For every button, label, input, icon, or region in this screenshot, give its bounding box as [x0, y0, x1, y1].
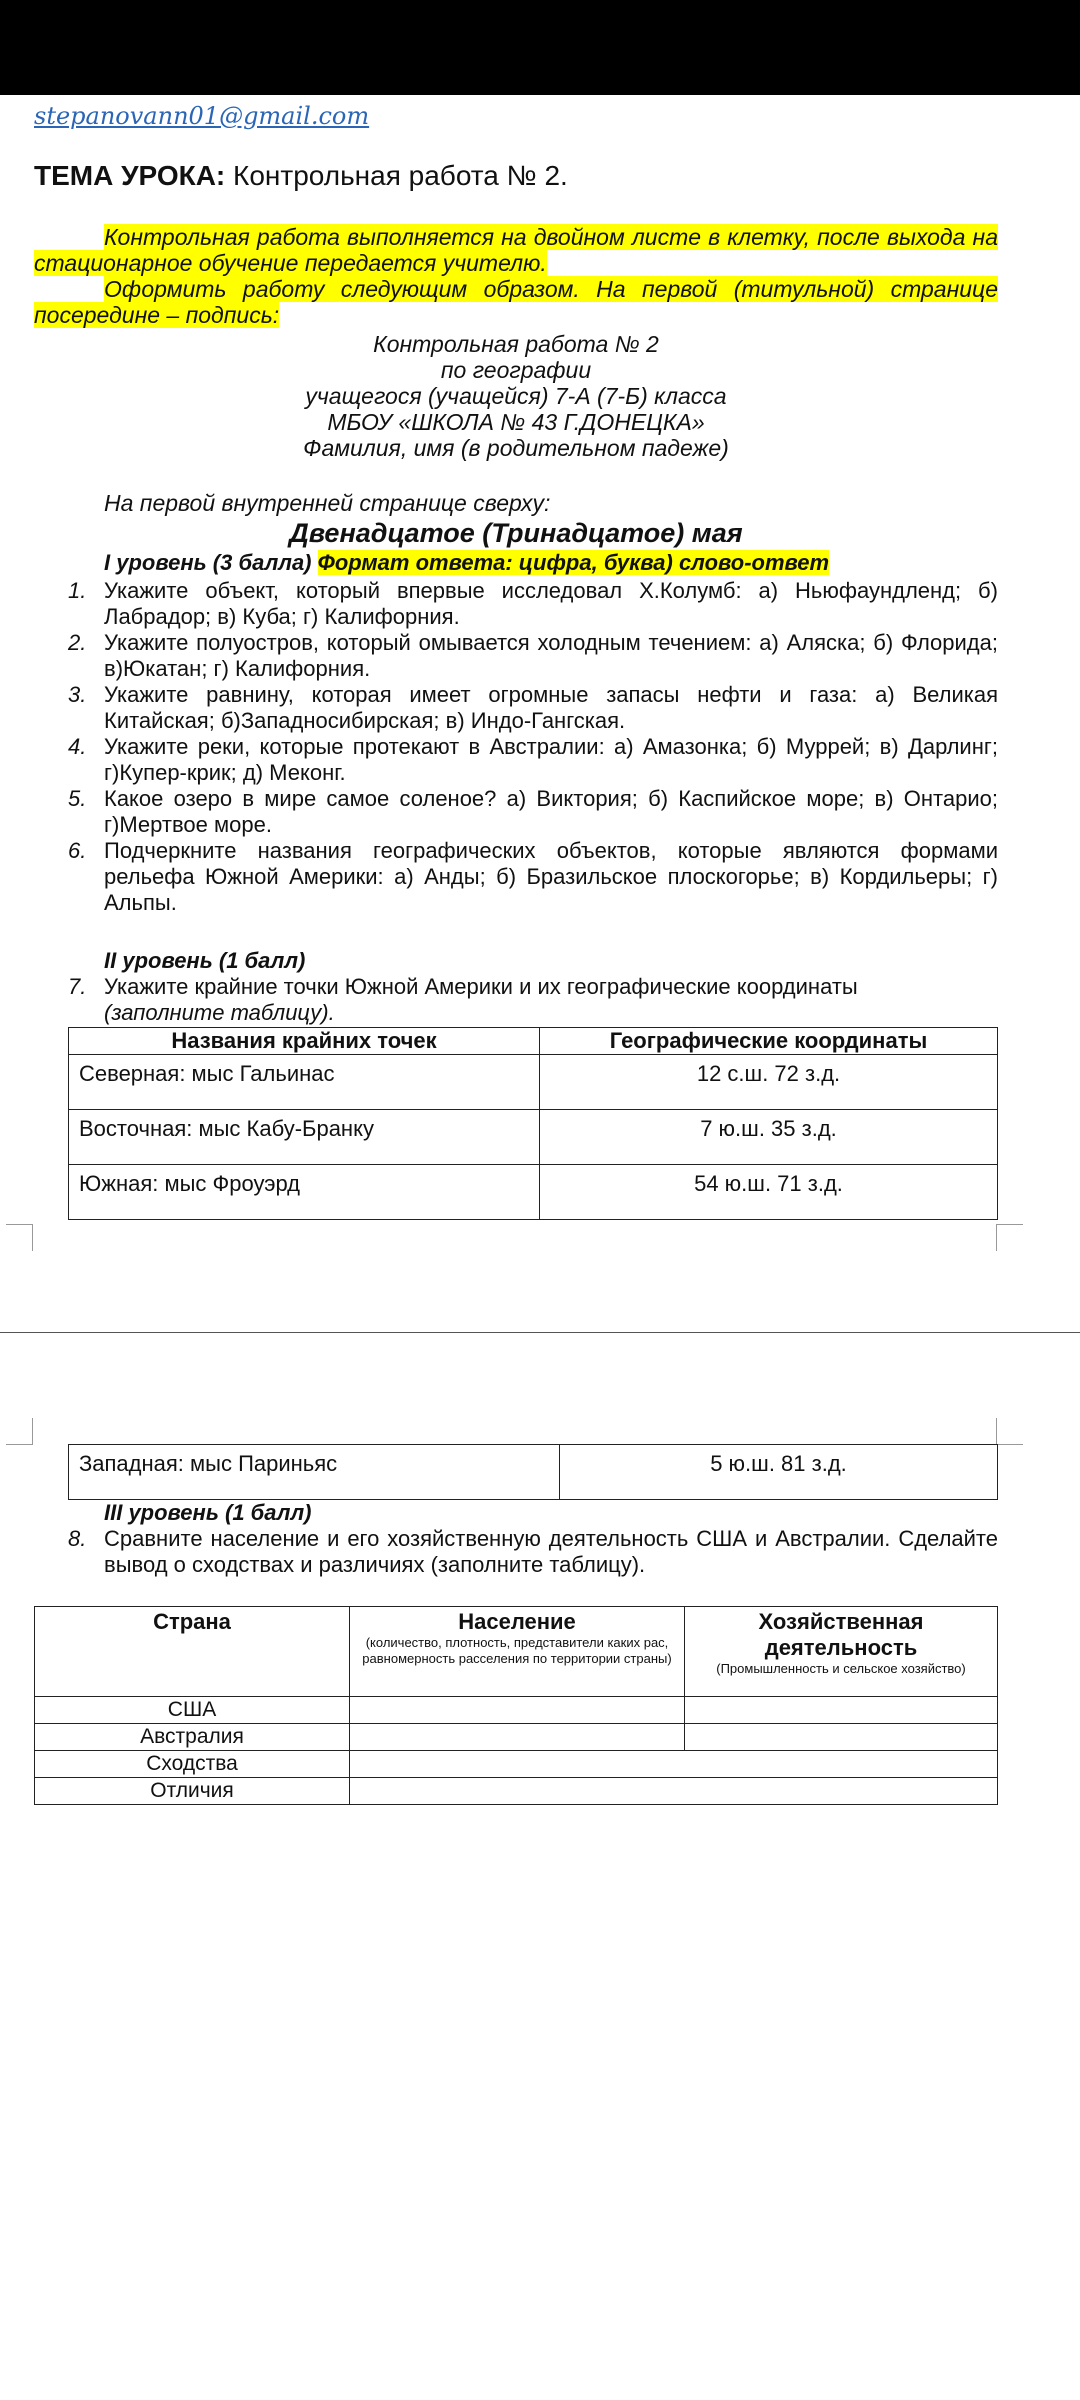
table-header: Географические координаты — [540, 1028, 998, 1055]
level-3-heading: III уровень (1 балл) — [104, 1500, 312, 1525]
point-coord: 12 с.ш. 72 з.д. — [540, 1055, 998, 1110]
row-label: США — [35, 1697, 350, 1724]
title-block-line: МБОУ «ШКОЛА № 43 Г.ДОНЕЦКА» — [327, 409, 705, 435]
inner-page-note: На первой внутренней странице сверху: — [104, 490, 551, 516]
comparison-table — [34, 1606, 998, 1805]
table-cell[interactable] — [350, 1751, 998, 1778]
table-row — [35, 1724, 998, 1751]
title-block-line: Контрольная работа № 2 — [373, 331, 659, 357]
table-row — [69, 1165, 998, 1220]
page-break-line — [0, 1332, 1080, 1333]
title-block-line: Фамилия, имя (в родительном падеже) — [303, 435, 729, 461]
table-header: Страна — [35, 1607, 350, 1697]
question-item: 4. Укажите реки, которые протекают в Австралии: а) Амазонка; б) Муррей; в) Дарлинг; г)Купер-крик; д) Меконг. — [68, 734, 998, 785]
table-cell[interactable] — [685, 1697, 998, 1724]
intro-paragraph-2: Оформить работу следующим образом. На первой (титульной) странице посередине – подпись: — [34, 276, 998, 328]
table-header: Хозяйственная деятельность (Промышленность и сельское хозяйство) — [685, 1607, 998, 1697]
table-cell[interactable] — [685, 1724, 998, 1751]
table-row — [69, 1445, 998, 1500]
page-corner-mark — [996, 1418, 1023, 1445]
level-1-heading: I уровень (3 балла) Формат ответа: цифра, буква) слово-ответ — [104, 550, 830, 575]
email-link[interactable]: stepanovann01@gmail.com — [34, 102, 370, 130]
title-block-line: учащегося (учащейся) 7-А (7-Б) класса — [305, 383, 727, 409]
point-name: Северная: мыс Гальинас — [69, 1055, 540, 1110]
row-label: Отличия — [35, 1778, 350, 1805]
question-item: 2. Укажите полуостров, который омывается холодным течением: а) Аляска; б) Флорида; в)Юкатан; г) Калифорния. — [68, 630, 998, 681]
topic-label: ТЕМА УРОКА: — [34, 160, 226, 191]
question-item: 6. Подчеркните названия географических объектов, которые являются формами рельефа Южной Америки: а) Анды; б) Бразильское плоскогорье; в) Кордильеры; г) Альпы. — [68, 838, 998, 915]
top-black-bar — [0, 0, 1080, 95]
page-corner-mark — [6, 1224, 33, 1251]
lesson-topic — [34, 160, 568, 192]
level-2-heading: II уровень (1 балл) — [104, 948, 306, 973]
question-7: 7. Укажите крайние точки Южной Америки и их географические координаты — [68, 974, 858, 999]
point-name: Западная: мыс Париньяс — [69, 1445, 560, 1500]
table-cell[interactable] — [350, 1778, 998, 1805]
table-row — [69, 1110, 998, 1165]
question-item: 5. Какое озеро в мире самое соленое? а) Виктория; б) Каспийское море; в) Онтарио; г)Мертвое море. — [68, 786, 998, 837]
table-row — [35, 1697, 998, 1724]
table-header: Население (количество, плотность, представители каких рас, равномерность расселения по территории страны) — [350, 1607, 685, 1697]
table-row — [69, 1055, 998, 1110]
topic-value: Контрольная работа № 2. — [225, 160, 568, 191]
row-label: Сходства — [35, 1751, 350, 1778]
point-name: Восточная: мыс Кабу-Бранку — [69, 1110, 540, 1165]
row-label: Австралия — [35, 1724, 350, 1751]
point-coord: 54 ю.ш. 71 з.д. — [540, 1165, 998, 1220]
extreme-points-table-continued — [68, 1444, 998, 1500]
question-7-note: (заполните таблицу). — [104, 1000, 335, 1025]
question-item: 1. Укажите объект, который впервые исследовал Х.Колумб: а) Ньюфаундленд; б) Лабрадор; в) Куба; г) Калифорния. — [68, 578, 998, 629]
page-corner-mark — [996, 1224, 1023, 1251]
table-row — [35, 1778, 998, 1805]
table-row — [35, 1751, 998, 1778]
point-name: Южная: мыс Фроуэрд — [69, 1165, 540, 1220]
table-cell[interactable] — [350, 1724, 685, 1751]
page-corner-mark — [6, 1418, 33, 1445]
table-header: Названия крайних точек — [69, 1028, 540, 1055]
point-coord: 7 ю.ш. 35 з.д. — [540, 1110, 998, 1165]
extreme-points-table — [68, 1027, 998, 1220]
date-heading: Двенадцатое (Тринадцатое) мая — [289, 518, 743, 548]
answer-format: Формат ответа: цифра, буква) слово-ответ — [317, 550, 830, 575]
point-coord: 5 ю.ш. 81 з.д. — [560, 1445, 998, 1500]
question-8: 8. Сравните население и его хозяйственную деятельность США и Австралии. Сделайте вывод о сходствах и различиях (заполните таблицу). — [68, 1526, 998, 1577]
title-block-line: по географии — [440, 357, 592, 383]
question-item: 3. Укажите равнину, которая имеет огромные запасы нефти и газа: а) Великая Китайская; б)Западносибирская; в) Индо-Гангская. — [68, 682, 998, 733]
intro-paragraph-1: Контрольная работа выполняется на двойном листе в клетку, после выхода на стационарное обучение передается учителю. — [34, 224, 998, 276]
table-cell[interactable] — [350, 1697, 685, 1724]
